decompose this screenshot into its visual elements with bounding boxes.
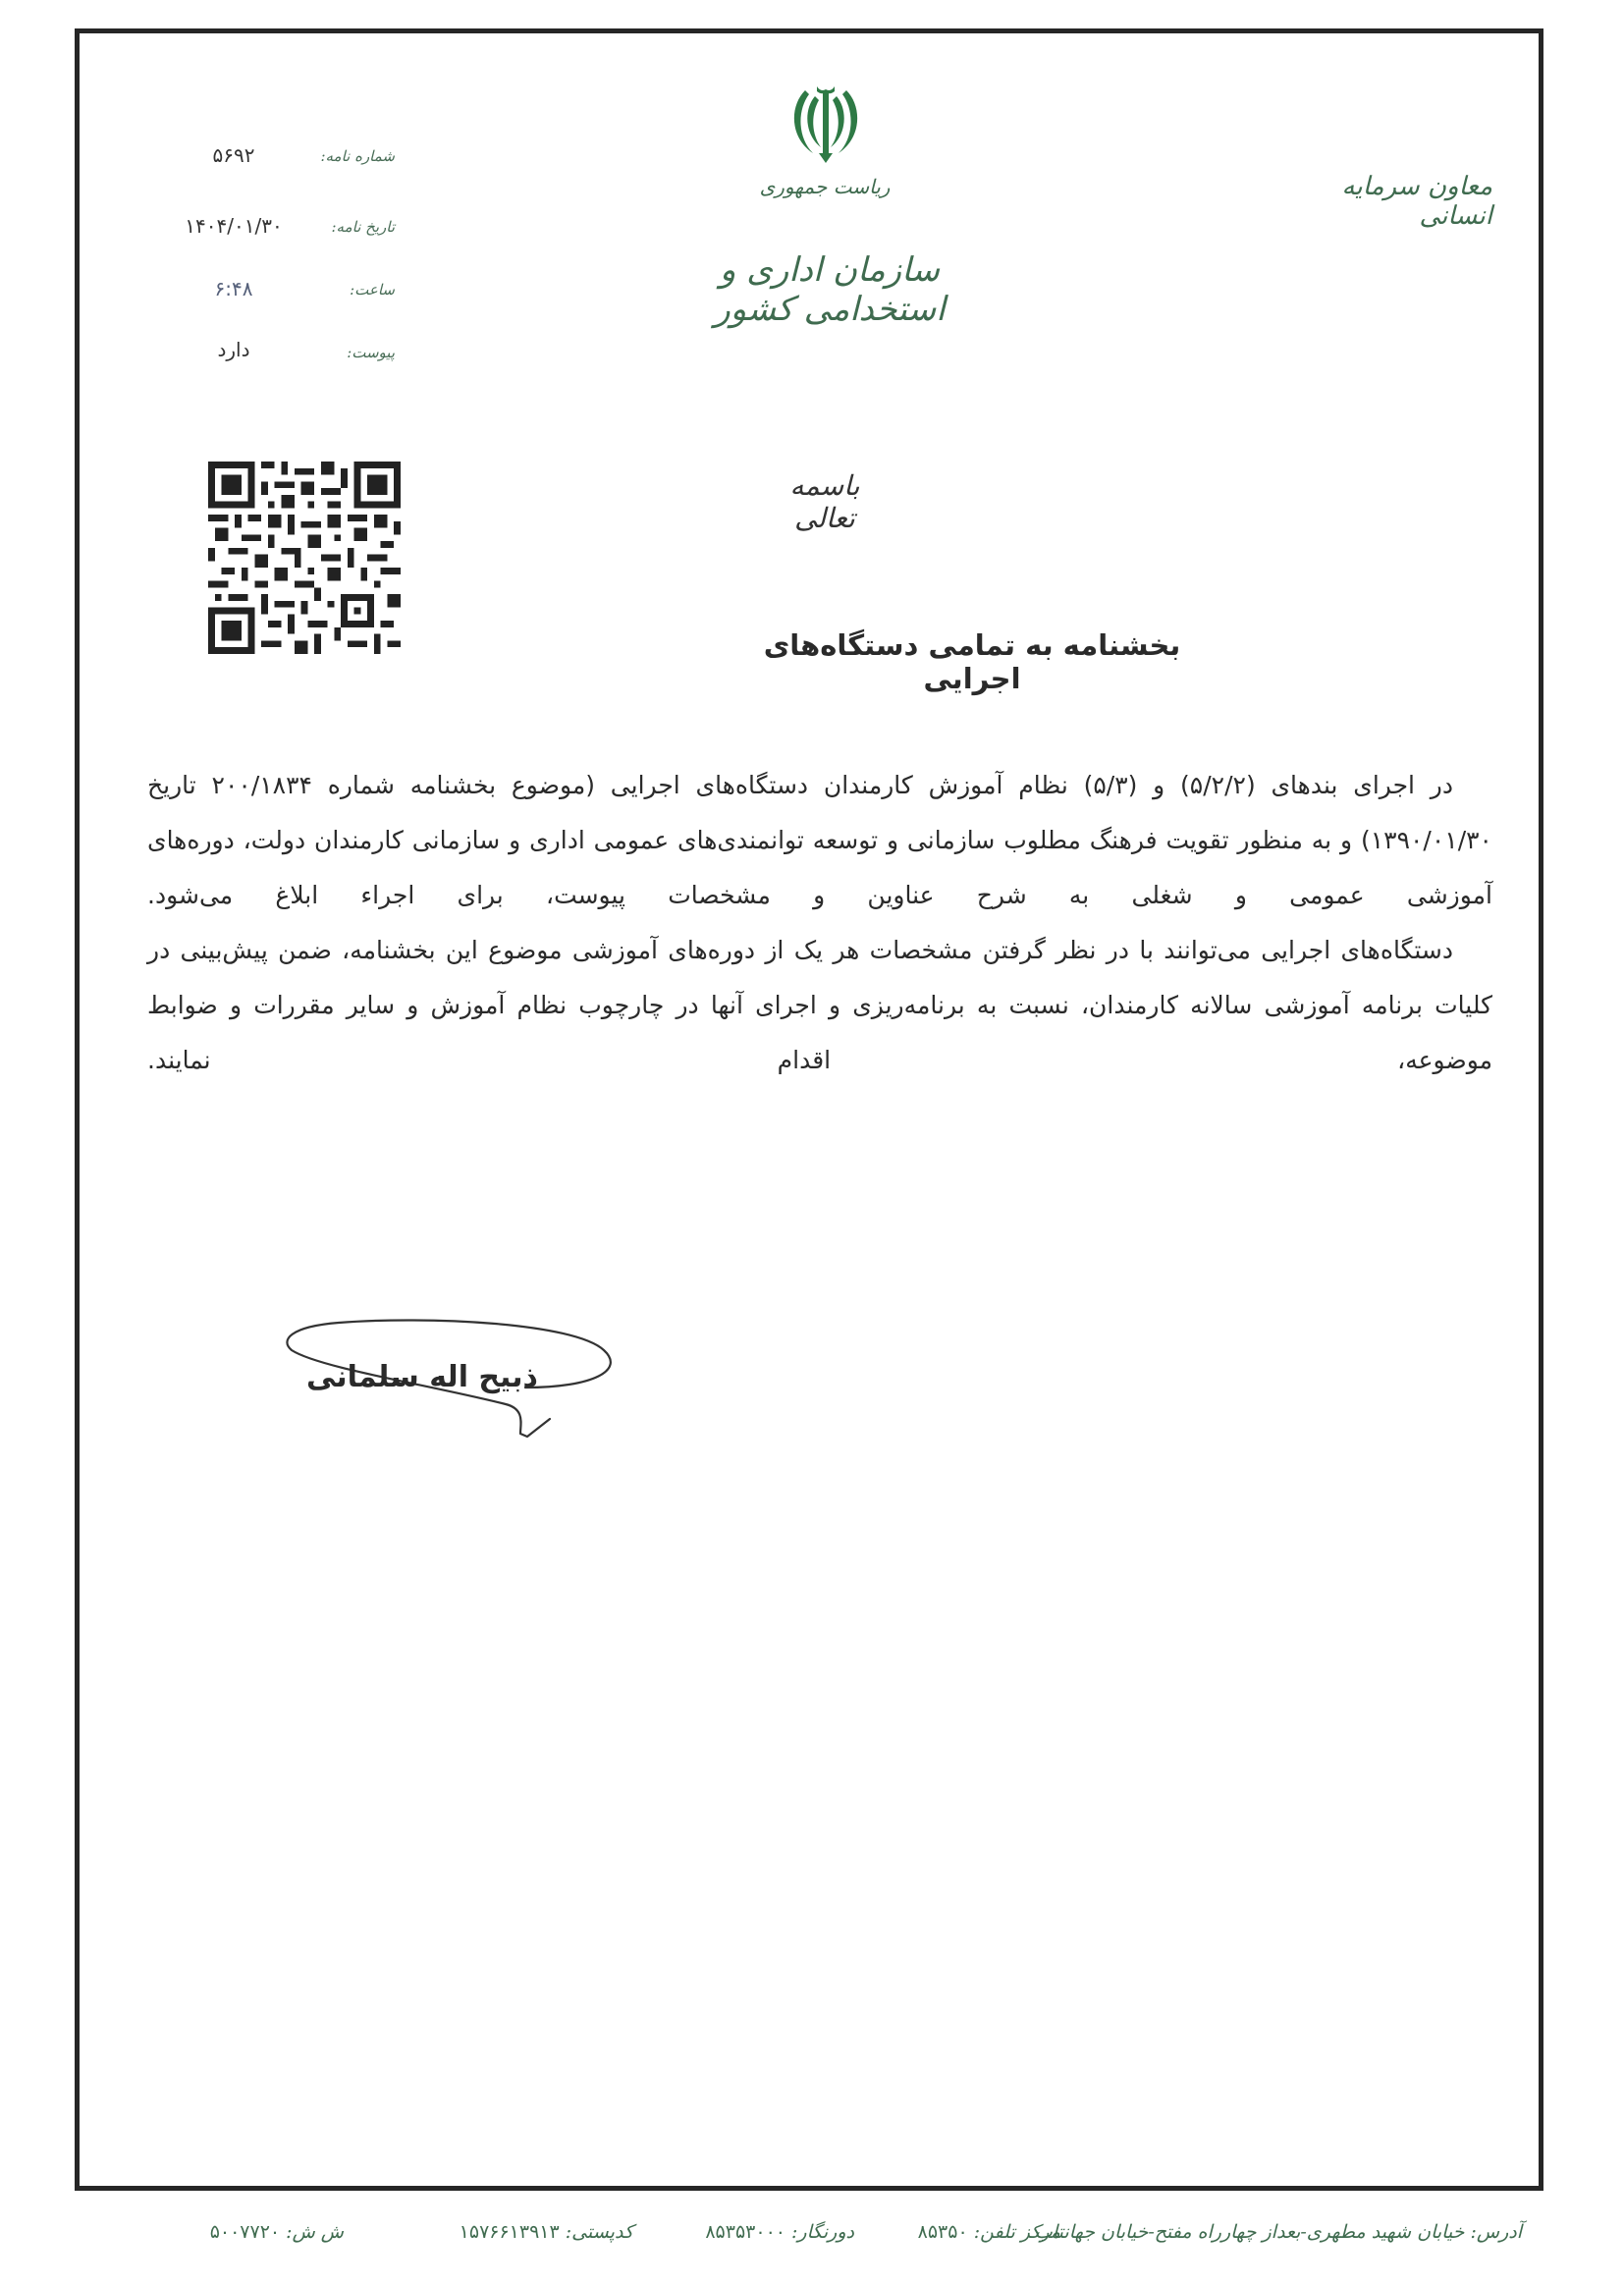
deputy-title: معاون سرمایه انسانی (1341, 172, 1492, 231)
qr-code (208, 462, 401, 654)
phone-value: ۸۵۳۵۰ (917, 2221, 968, 2243)
basmala: باسمه تعالی (789, 469, 860, 534)
address-label: آدرس: (1470, 2221, 1522, 2243)
attachment-value: دارد (217, 338, 250, 361)
national-id-value: ۵۰۰۷۷۲۰ (209, 2221, 281, 2243)
time-label: ساعت: (350, 281, 395, 299)
postal-value: ۱۵۷۶۶۱۳۹۱۳ (459, 2221, 560, 2243)
footer-address (1035, 2221, 1522, 2257)
body-paragraph: دستگاه‌های اجرایی می‌توانند با در نظر گرفتن مشخصات هر یک از دوره‌های آموزشی موضوع این بخشنامه، ضمن پیش‌بینی در کلیات برنامه آموزشی سالانه کارمندان، نسبت به برنامه‌ریزی و اجرای آنها در چارچوب نظام آموزش و سایر مقررات و ضوابط موضوعه، اقدام نمایند. (147, 936, 1492, 1074)
organization-name: سازمان اداری و استخدامی کشور (714, 250, 946, 329)
presidency-text: ریاست جمهوری (759, 175, 891, 198)
iran-emblem-icon (784, 81, 868, 165)
document-body (147, 758, 1492, 1088)
attachment-label: پیوست: (347, 344, 395, 361)
document-title: بخشنامه به تمامی دستگاه‌های اجرایی (763, 628, 1181, 695)
letter-number-label: شماره نامه: (320, 147, 395, 165)
national-id-label: ش ش: (286, 2221, 344, 2243)
signer-name: ذبیح اله سلمانی (306, 1360, 538, 1394)
footer-phone (893, 2221, 1060, 2257)
time-value: ۶:۴۸ (214, 277, 253, 300)
footer-fax (677, 2221, 854, 2257)
body-paragraph: در اجرای بندهای (۵/۲/۲) و (۵/۳) نظام آموزش کارمندان دستگاه‌های اجرایی (موضوع بخشنامه شماره ۲۰۰/۱۸۳۴ تاریخ ۱۳۹۰/۰۱/۳۰) و به منظور تقویت فرهنگ مطلوب سازمانی و توسعه توانمندی‌های عمومی اداری و سازمانی کارمندان دولت، دوره‌های آموزشی عمومی و شغلی به شرح عناوین و مشخصات پیوست، برای اجراء ابلاغ می‌شود. (147, 771, 1492, 909)
fax-label: دورنگار: (791, 2221, 854, 2243)
address-value: خیابان شهید مطهری-بعداز چهارراه مفتح-خیابان جهانتاب (1035, 2221, 1465, 2243)
letter-date-label: تاریخ نامه: (331, 218, 395, 236)
fax-value: ۸۵۳۵۳۰۰۰ (705, 2221, 785, 2243)
footer-postal-code (447, 2221, 633, 2257)
letter-number-value: ۵۶۹۲ (212, 143, 255, 167)
footer-national-id (187, 2221, 344, 2257)
postal-label: کدپستی: (565, 2221, 633, 2243)
phone-label: مرکز تلفن: (973, 2221, 1060, 2243)
letter-date-value: ۱۴۰۴/۰۱/۳۰ (185, 214, 283, 238)
